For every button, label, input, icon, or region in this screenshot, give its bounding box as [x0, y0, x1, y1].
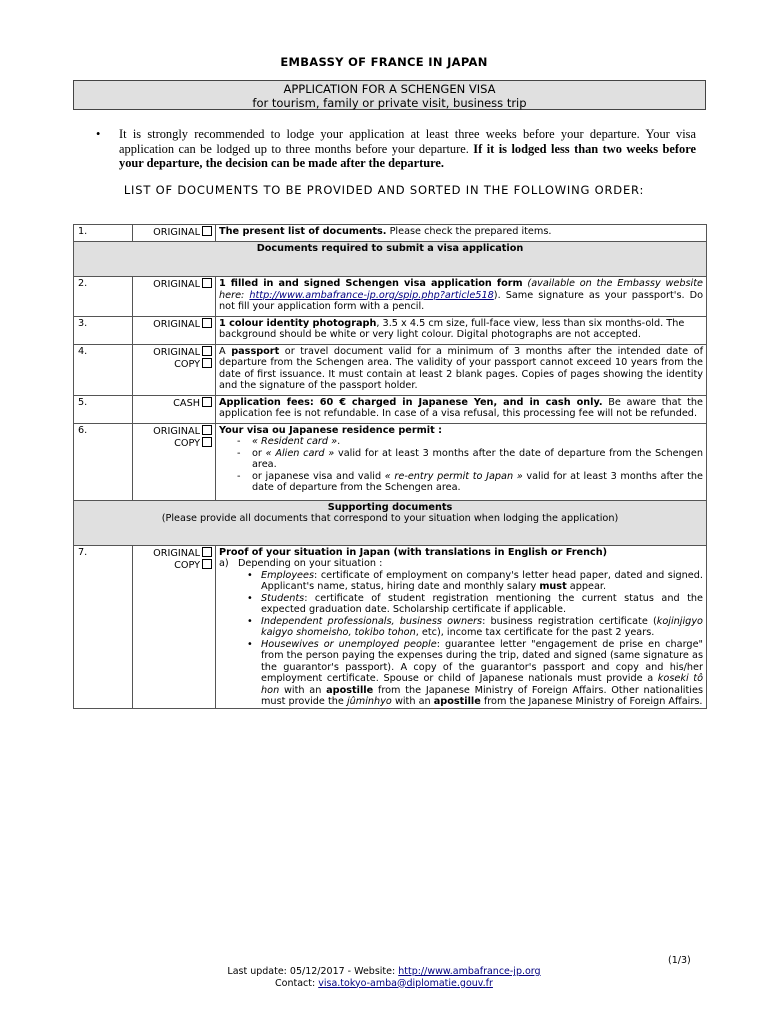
copy-checkbox[interactable]: [202, 559, 212, 569]
item-text-2: with an: [279, 684, 327, 696]
item-italic: Housewives or unemployed people: [261, 638, 437, 650]
original-label: ORIGINAL: [153, 318, 200, 330]
bullet-icon: •: [247, 592, 253, 604]
row-text: or travel document valid for a minimum of 3 months after the intended date of departure from the Schengen area. The validity of your passport cannot exceed 10 years from the date of first issuance. It must contain at least 2 blank pages. Copies of pages showing the identity and the signature of the passport holder.: [219, 345, 703, 391]
application-title-box: [73, 80, 706, 110]
original-checkbox[interactable]: [202, 425, 212, 435]
row-heading: Proof of your situation in Japan (with translations in English or French): [219, 546, 608, 558]
website-link[interactable]: http://www.ambafrance-jp.org: [398, 966, 541, 977]
original-label: ORIGINAL: [153, 227, 200, 238]
documents-table: [73, 224, 707, 709]
original-checkbox[interactable]: [202, 346, 212, 356]
copy-label: COPY: [174, 559, 200, 571]
row-text: ). Same signature as your passport's. Do not fill your application form with a pencil.: [219, 289, 703, 312]
row-number: 7.: [74, 545, 133, 708]
row-text: Please check the prepared items.: [386, 226, 552, 237]
intro-paragraph: [96, 127, 696, 171]
row-description: [216, 344, 707, 395]
last-update-text: Last update: 05/12/2017 - Website:: [227, 966, 399, 977]
list-item: [237, 448, 703, 471]
original-label: ORIGINAL: [153, 346, 200, 358]
item-prefix: or: [252, 447, 266, 459]
list-item: [237, 471, 703, 494]
row-heading: Your visa ou Japanese residence permit :: [219, 424, 442, 436]
original-checkbox[interactable]: [202, 226, 212, 236]
bullet-icon: •: [247, 615, 253, 627]
list-title: LIST OF DOCUMENTS TO BE PROVIDED AND SORTED IN THE FOLLOWING ORDER:: [123, 183, 645, 197]
item-text: : certificate of student registration mentioning the current status and the expected graduation date. Scholarship certificate if applicable.: [261, 592, 703, 615]
row-heading: passport: [231, 345, 280, 357]
bullet-icon: •: [96, 127, 101, 141]
cash-label: CASH: [173, 397, 200, 409]
table-row: [74, 277, 707, 317]
item-text-end: , etc), income tax certificate for the past 2 years.: [415, 627, 655, 638]
table-row: [74, 225, 707, 242]
section-subheading: (Please provide all documents that correspond to your situation when lodging the application): [161, 513, 619, 524]
section-heading: Documents required to submit a visa application: [74, 242, 707, 277]
original-checkbox[interactable]: [202, 547, 212, 557]
row-italic: (available on the Embassy website here:: [219, 278, 703, 301]
contact-text: Contact:: [275, 977, 319, 989]
application-form-link[interactable]: http://www.ambafrance-jp.org/spip.php?article518: [249, 289, 494, 301]
intro-warning: If it is lodged less than two weeks before your departure, the decision can be made after the departure.: [119, 141, 696, 170]
table-row: [74, 316, 707, 344]
table-row: [74, 545, 707, 708]
list-item: [244, 593, 703, 616]
item-italic: « re-entry permit to Japan »: [384, 470, 523, 482]
dash-marker: -: [237, 436, 241, 447]
row-description: [216, 316, 707, 344]
row-number: 5.: [74, 395, 133, 423]
item-bold: must: [539, 581, 567, 592]
footer: [0, 966, 768, 989]
list-item: [244, 616, 703, 639]
application-subtitle: for tourism, family or private visit, business trip: [252, 96, 527, 110]
item-text-end: appear.: [566, 581, 607, 592]
item-text-4: with an: [391, 696, 434, 707]
row-text-prefix: A: [219, 345, 232, 357]
item-prefix: or japanese visa and valid: [252, 470, 385, 482]
section-header-row: [74, 500, 707, 545]
row-heading: 1 colour identity photograph: [219, 317, 377, 329]
row-heading: The present list of documents.: [219, 226, 387, 237]
row-number: 3.: [74, 316, 133, 344]
item-text: .: [337, 436, 341, 447]
item-label: a): [219, 558, 229, 569]
item-italic-2: koseki tô hon: [261, 673, 703, 696]
copy-label: COPY: [174, 358, 200, 370]
item-bold: apostille: [326, 684, 374, 696]
original-label: ORIGINAL: [153, 425, 200, 437]
intro-text: It is strongly recommended to lodge your application at least three weeks before your departure. Your visa application can be lodged up to three months before your departure.: [119, 127, 696, 156]
table-row: [74, 344, 707, 395]
table-row: [74, 395, 707, 423]
row-description: [216, 545, 707, 708]
item-text: valid for at least 3 months after the date of departure from the Schengen area.: [252, 447, 703, 470]
row-text: Be aware that the application fee is not refundable. In case of a visa refusal, this processing fee will not be refunded.: [219, 396, 703, 419]
list-item: [237, 436, 703, 448]
item-text-3: from the Japanese Ministry of Foreign Affairs. Other nationalities must provide the: [261, 684, 703, 707]
table-row: [74, 423, 707, 500]
item-italic-3: jûminhyo: [346, 696, 392, 707]
row-description: [216, 423, 707, 500]
bullet-icon: •: [247, 569, 253, 581]
original-label: ORIGINAL: [153, 547, 200, 559]
contact-email-link[interactable]: visa.tokyo-amba@diplomatie.gouv.fr: [318, 977, 493, 989]
item-italic: Employees: [261, 569, 315, 581]
item-text: valid for at least 3 months after the date of departure from the Schengen area.: [252, 470, 704, 493]
item-text-end: from the Japanese Ministry of Foreign Affairs.: [480, 696, 703, 707]
row-description: [216, 277, 707, 317]
item-italic-2: kojinjigyo kaigyo shomeisho, tokibo tohon: [261, 615, 703, 638]
item-italic: « Resident card »: [252, 436, 338, 447]
embassy-title: EMBASSY OF FRANCE IN JAPAN: [280, 55, 488, 69]
original-label: ORIGINAL: [153, 279, 200, 290]
item-text: : guarantee letter "engagement de prise en charge" from the person paying the expenses during the trip, dated and signed (same signature as the guarantor's passport). A copy of the guarantor's passport and copy and his/her employment certificate. Spouse or child of Japanese nationals must provide a: [261, 638, 703, 684]
situation-list: [219, 570, 703, 708]
bullet-icon: •: [247, 638, 253, 650]
dash-marker: -: [237, 470, 241, 482]
section-header-row: [74, 242, 707, 277]
row-number: 1.: [74, 225, 133, 242]
item-text: : business registration certificate (: [482, 615, 657, 627]
page-number: (1/3): [668, 955, 691, 966]
situation-intro: [219, 558, 703, 570]
row-number: 2.: [74, 277, 133, 317]
section-heading: Supporting documents: [327, 501, 453, 513]
item-text: Depending on your situation :: [237, 558, 383, 569]
item-text: : certificate of employment on company's letter head paper, dated and signed. Applicant's name, status, hiring date and monthly salary: [261, 569, 703, 592]
copy-checkbox[interactable]: [202, 358, 212, 368]
cash-checkbox[interactable]: [202, 397, 212, 407]
row-heading: Application fees: 60 € charged in Japanese Yen, and in cash only.: [219, 396, 603, 408]
item-bold-2: apostille: [433, 696, 481, 707]
list-item: [244, 639, 703, 708]
row-description: [216, 225, 707, 242]
dash-marker: -: [237, 447, 241, 459]
row-text: , 3.5 x 4.5 cm size, full-face view, less than six months-old. The background should be white or very light colour. Digital photographs are not accepted.: [219, 317, 685, 340]
item-italic: Students: [261, 592, 305, 604]
row-number: 6.: [74, 423, 133, 500]
copy-checkbox[interactable]: [202, 437, 212, 447]
list-item: [244, 570, 703, 593]
item-italic: Independent professionals, business owners: [261, 615, 483, 627]
original-checkbox[interactable]: [202, 278, 212, 288]
copy-label: COPY: [174, 437, 200, 449]
row-description: [216, 395, 707, 423]
row-number: 4.: [74, 344, 133, 395]
application-title: APPLICATION FOR A SCHENGEN VISA: [283, 82, 496, 96]
permit-list: [219, 436, 703, 494]
row-heading: 1 filled in and signed Schengen visa application form: [219, 278, 523, 289]
item-italic: « Alien card »: [265, 447, 335, 459]
original-checkbox[interactable]: [202, 318, 212, 328]
